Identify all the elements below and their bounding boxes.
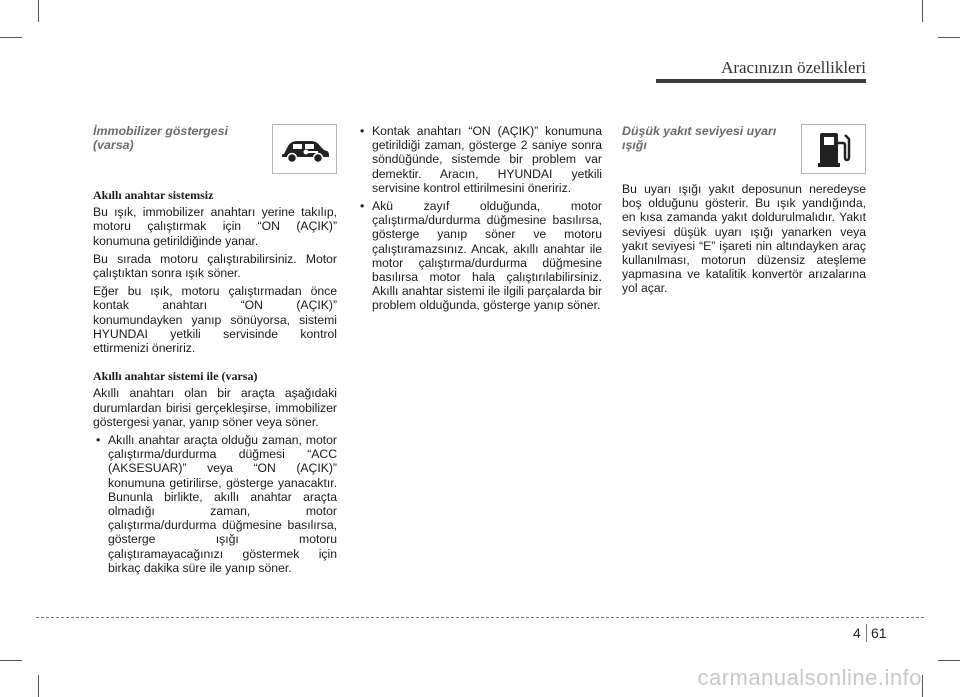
page-number: 61 [871,625,887,641]
fuel-icon-box [801,124,866,174]
crop-mark [0,660,22,661]
fuel-heading-row [622,124,866,174]
bullet-item: • Akıllı anahtar araçta olduğu zaman, motor çalıştırma/durdurma düğmesi “ACC (AKSESUAR)” veya “ON (AÇIK)” konumuna getirilirse, gösterge yanacaktır. Bununla birlikte, akıllı anahtar araçta olmadığı zaman, motor çalıştırma/durdurma düğmesine basılırsa, gösterge ışığı motoru çalıştıramayacağınızı göstermek için birkaç dakika süre ile yanıp söner. [93,433,337,575]
subheading-no-smart-key: Akıllı anahtar sistemsiz [93,188,214,202]
paragraph: Bu uyarı ışığı yakıt deposunun neredeyse boş olduğunu gösterir. Bu ışık yandığında, en kısa zamanda yakıt doldurulmalıdır. Yakıt seviyesi düşük uyarı ışığı yanarken veya yakıt seviyesi “E” işareti nin altındayken araç kullanılması, motorun düzensiz ateşleme yapmasına ve katalitik konvertör arızalarına yol açar. [622,182,866,296]
immobilizer-car-icon [279,134,331,164]
bullet-list [357,124,602,313]
subheading-smart-key: Akıllı anahtar sistemi ile (varsa) [93,369,258,384]
paragraph: Bu sırada motoru çalıştırabilirsiniz. Motor çalıştıktan sonra ışık söner. [93,251,337,281]
footer-dashed-rule [36,617,924,618]
crop-mark [938,660,960,661]
fuel-pump-icon [816,129,852,169]
immobilizer-icon-box [272,124,337,174]
paragraph: Akıllı anahtarı olan bir araçta aşağıdaki durumlardan birisi gerçekleşirse, immobilizer göstergesi yanar, yanıp söner veya söner. [93,386,337,429]
crop-mark [922,675,923,697]
section-number: 4 [853,625,861,641]
crop-mark [922,0,923,22]
crop-mark [38,0,39,22]
watermark: carmanualsonline.info [697,665,922,690]
immobilizer-heading: İmmobilizer göstergesi (varsa) [93,124,228,152]
paragraph: Bu ışık, immobilizer anahtarı yerine takılıp, motoru çalıştırmak için “ON (AÇIK)” konumuna getirildiğinde yanar. [93,205,337,248]
paragraph: Eğer bu ışık, motoru çalıştırmadan önce kontak anahtarı “ON (AÇIK)” konumundayken yanıp sönüyorsa, sistemi HYUNDAI yetkili servisinde kontrol ettirmenizi öneririz. [93,284,337,356]
immobilizer-heading-row [93,124,337,174]
bullet-item: • Kontak anahtarı “ON (AÇIK)” konumuna getirildiği zaman, gösterge 2 saniye sonra söndüğünde, sistemde bir problem var demektir. Aracın, HYUNDAI yetkili servisine kontrol ettirilmesini öneririz. [357,124,602,195]
bullet-list [93,433,337,575]
fuel-heading: Düşük yakıt seviyesi uyarı ışığı [622,124,777,152]
column-immobilizer [93,124,337,579]
column-fuel-warning [622,124,866,300]
header-rule [656,79,866,83]
column-immobilizer-cont [357,124,602,317]
crop-mark [38,675,39,697]
section-title: Aracınızın özellikleri [721,58,866,77]
page-number-separator [866,624,867,642]
crop-mark [938,37,960,38]
crop-mark [0,37,22,38]
bullet-item: • Akü zayıf olduğunda, motor çalıştırma/durdurma düğmesine basılırsa, gösterge yanıp söner ve motoru çalıştıramazsınız. Ancak, akıllı anahtar ile motor çalıştırma/durdurma düğmesine basılırsa motor hala çalıştırılabilirsiniz. Akıllı anahtar sistemi ile ilgili parçalarda bir problem olduğunda, gösterge yanıp söner. [357,199,602,313]
